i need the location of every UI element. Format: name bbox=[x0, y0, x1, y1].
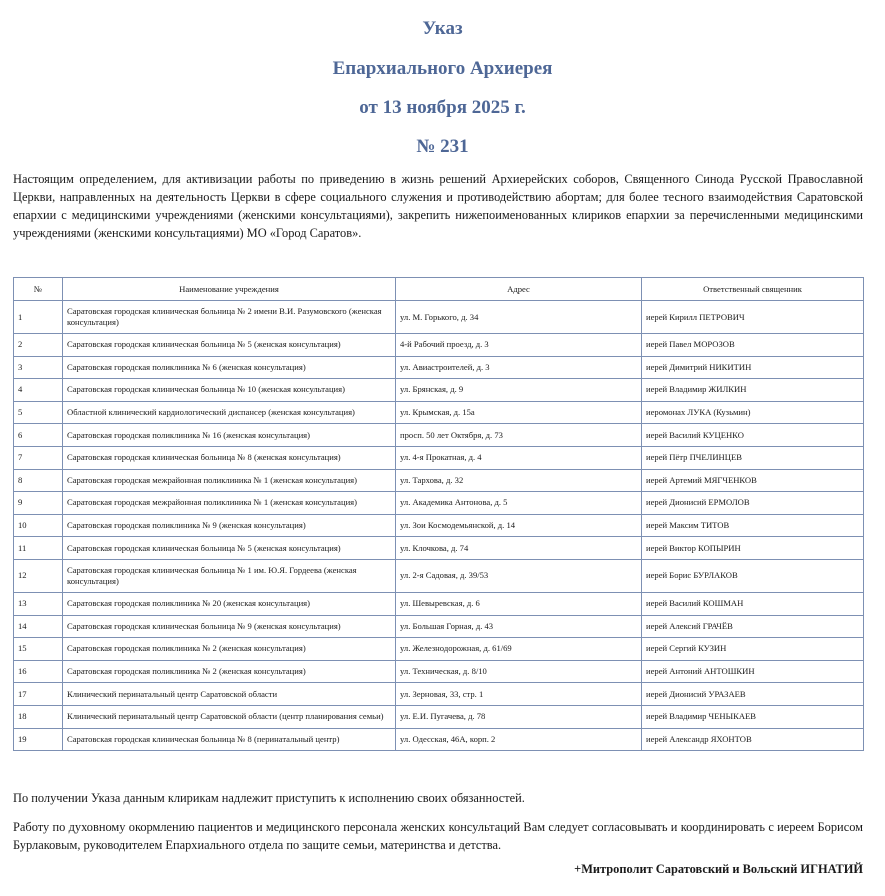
cell-address: ул. Авиастроителей, д. 3 bbox=[396, 356, 642, 379]
cell-name: Саратовская городская поликлиника № 9 (женская консультация) bbox=[63, 514, 396, 537]
table-body bbox=[14, 301, 864, 751]
cell-num: 19 bbox=[14, 728, 63, 751]
cell-num: 4 bbox=[14, 379, 63, 402]
cell-priest: иерей Александр ЯХОНТОВ bbox=[642, 728, 864, 751]
signature: +Митрополит Саратовский и Вольский ИГНАТИЙ bbox=[574, 862, 863, 876]
cell-num: 3 bbox=[14, 356, 63, 379]
cell-address: ул. Тархова, д. 32 bbox=[396, 469, 642, 492]
cell-name: Саратовская городская клиническая больница № 1 им. Ю.Я. Гордеева (женская консультация) bbox=[63, 559, 396, 592]
cell-address: ул. Железнодорожная, д. 61/69 bbox=[396, 638, 642, 661]
cell-num: 18 bbox=[14, 705, 63, 728]
cell-address: ул. Зерновая, 33, стр. 1 bbox=[396, 683, 642, 706]
table-row bbox=[14, 356, 864, 379]
cell-priest: иерей Алексий ГРАЧЁВ bbox=[642, 615, 864, 638]
cell-priest: иерей Василий КОШМАН bbox=[642, 592, 864, 615]
table-row bbox=[14, 660, 864, 683]
cell-name: Саратовская городская клиническая больница № 5 (женская консультация) bbox=[63, 537, 396, 560]
assignment-table bbox=[13, 277, 864, 751]
table-row bbox=[14, 683, 864, 706]
closing-paragraph-2: Работу по духовному окормлению пациентов и медицинского персонала женских консультаций Вам следует согласовывать и координировать с иереем Борисом Бурлаковым, руководителем Епархиального отдела по защите семьи, материнства и детства. bbox=[13, 820, 863, 852]
cell-address: ул. Большая Горная, д. 43 bbox=[396, 615, 642, 638]
cell-num: 15 bbox=[14, 638, 63, 661]
table-row bbox=[14, 301, 864, 334]
cell-address: ул. М. Горького, д. 34 bbox=[396, 301, 642, 334]
cell-priest: иерей Владимир ЧЕНЫКАЕВ bbox=[642, 705, 864, 728]
cell-address: ул. Техническая, д. 8/10 bbox=[396, 660, 642, 683]
header-priest: Ответственный священник bbox=[642, 278, 864, 301]
table-row bbox=[14, 615, 864, 638]
cell-num: 12 bbox=[14, 559, 63, 592]
table-row bbox=[14, 592, 864, 615]
cell-num: 7 bbox=[14, 446, 63, 469]
cell-num: 14 bbox=[14, 615, 63, 638]
cell-name: Саратовская городская межрайонная поликлиника № 1 (женская консультация) bbox=[63, 492, 396, 515]
cell-num: 10 bbox=[14, 514, 63, 537]
cell-address: 4-й Рабочий проезд, д. 3 bbox=[396, 334, 642, 357]
table-row bbox=[14, 728, 864, 751]
cell-name: Саратовская городская поликлиника № 6 (женская консультация) bbox=[63, 356, 396, 379]
cell-priest: иерей Виктор КОПЫРИН bbox=[642, 537, 864, 560]
cell-name: Саратовская городская клиническая больница № 9 (женская консультация) bbox=[63, 615, 396, 638]
cell-name: Клинический перинатальный центр Саратовской области bbox=[63, 683, 396, 706]
table-row bbox=[14, 492, 864, 515]
cell-address: ул. 2-я Садовая, д. 39/53 bbox=[396, 559, 642, 592]
cell-priest: иерей Димитрий НИКИТИН bbox=[642, 356, 864, 379]
cell-address: ул. 4-я Прокатная, д. 4 bbox=[396, 446, 642, 469]
cell-name: Саратовская городская поликлиника № 20 (женская консультация) bbox=[63, 592, 396, 615]
table-row bbox=[14, 379, 864, 402]
cell-num: 16 bbox=[14, 660, 63, 683]
cell-address: ул. Крымская, д. 15а bbox=[396, 401, 642, 424]
cell-name: Областной клинический кардиологический диспансер (женская консультация) bbox=[63, 401, 396, 424]
cell-num: 17 bbox=[14, 683, 63, 706]
cell-priest: иерей Борис БУРЛАКОВ bbox=[642, 559, 864, 592]
cell-priest: иеромонах ЛУКА (Кузьмин) bbox=[642, 401, 864, 424]
decree-number: № 231 bbox=[416, 136, 469, 157]
cell-name: Саратовская городская клиническая больница № 8 (перинатальный центр) bbox=[63, 728, 396, 751]
cell-name: Саратовская городская межрайонная поликлиника № 1 (женская консультация) bbox=[63, 469, 396, 492]
closing-paragraph-1: По получении Указа данным клирикам надлежит приступить к исполнению своих обязанностей. bbox=[13, 791, 525, 805]
header-num: № bbox=[14, 278, 63, 301]
cell-num: 2 bbox=[14, 334, 63, 357]
table-row bbox=[14, 705, 864, 728]
table-row bbox=[14, 446, 864, 469]
cell-priest: иерей Павел МОРОЗОВ bbox=[642, 334, 864, 357]
table-row bbox=[14, 638, 864, 661]
table-row bbox=[14, 514, 864, 537]
cell-num: 8 bbox=[14, 469, 63, 492]
decree-date: от 13 ноября 2025 г. bbox=[359, 97, 526, 118]
header-name: Наименование учреждения bbox=[63, 278, 396, 301]
cell-num: 11 bbox=[14, 537, 63, 560]
cell-name: Саратовская городская клиническая больница № 2 имени В.И. Разумовского (женская консультация) bbox=[63, 301, 396, 334]
cell-priest: иерей Антоний АНТОШКИН bbox=[642, 660, 864, 683]
cell-num: 13 bbox=[14, 592, 63, 615]
cell-address: ул. Е.И. Пугачева, д. 78 bbox=[396, 705, 642, 728]
cell-address: просп. 50 лет Октября, д. 73 bbox=[396, 424, 642, 447]
cell-priest: иерей Сергий КУЗИН bbox=[642, 638, 864, 661]
cell-priest: иерей Пётр ПЧЕЛИНЦЕВ bbox=[642, 446, 864, 469]
cell-address: ул. Клочкова, д. 74 bbox=[396, 537, 642, 560]
decree-issuer: Епархиального Архиерея bbox=[332, 58, 553, 79]
table-row bbox=[14, 537, 864, 560]
decree-title: Указ bbox=[422, 18, 463, 39]
cell-name: Саратовская городская поликлиника № 16 (женская консультация) bbox=[63, 424, 396, 447]
table-row bbox=[14, 401, 864, 424]
cell-priest: иерей Дионисий ЕРМОЛОВ bbox=[642, 492, 864, 515]
cell-name: Саратовская городская клиническая больница № 5 (женская консультация) bbox=[63, 334, 396, 357]
cell-address: ул. Академика Антонова, д. 5 bbox=[396, 492, 642, 515]
table-row bbox=[14, 469, 864, 492]
cell-name: Саратовская городская клиническая больница № 8 (женская консультация) bbox=[63, 446, 396, 469]
cell-address: ул. Шевыревская, д. 6 bbox=[396, 592, 642, 615]
cell-address: ул. Зои Космодемьянской, д. 14 bbox=[396, 514, 642, 537]
cell-num: 9 bbox=[14, 492, 63, 515]
cell-address: ул. Одесская, 46А, корп. 2 bbox=[396, 728, 642, 751]
cell-address: ул. Брянская, д. 9 bbox=[396, 379, 642, 402]
cell-name: Саратовская городская клиническая больница № 10 (женская консультация) bbox=[63, 379, 396, 402]
table-row bbox=[14, 424, 864, 447]
cell-priest: иерей Кирилл ПЕТРОВИЧ bbox=[642, 301, 864, 334]
cell-priest: иерей Василий КУЦЕНКО bbox=[642, 424, 864, 447]
cell-priest: иерей Максим ТИТОВ bbox=[642, 514, 864, 537]
cell-priest: иерей Владимир ЖИЛКИН bbox=[642, 379, 864, 402]
cell-name: Саратовская городская поликлиника № 2 (женская консультация) bbox=[63, 660, 396, 683]
table-header-row bbox=[14, 278, 864, 301]
table-row bbox=[14, 334, 864, 357]
table-row bbox=[14, 559, 864, 592]
cell-name: Саратовская городская поликлиника № 2 (женская консультация) bbox=[63, 638, 396, 661]
header-address: Адрес bbox=[396, 278, 642, 301]
cell-priest: иерей Дионисий УРАЗАЕВ bbox=[642, 683, 864, 706]
intro-paragraph: Настоящим определением, для активизации работы по приведению в жизнь решений Архиерейских соборов, Священного Синода Русской Православной Церкви, направленных на деятельность Церкви в сфере социального служения и противодействию абортам; для более тесного взаимодействия Саратовской епархии с медицинскими учреждениями (женскими консультациями), закрепить нижепоименованных клириков епархии за перечисленными медицинскими учреждениями (женскими консультациями) МО «Город Саратов». bbox=[13, 172, 863, 240]
cell-num: 6 bbox=[14, 424, 63, 447]
cell-num: 1 bbox=[14, 301, 63, 334]
cell-num: 5 bbox=[14, 401, 63, 424]
cell-name: Клинический перинатальный центр Саратовской области (центр планирования семьи) bbox=[63, 705, 396, 728]
cell-priest: иерей Артемий МЯГЧЕНКОВ bbox=[642, 469, 864, 492]
